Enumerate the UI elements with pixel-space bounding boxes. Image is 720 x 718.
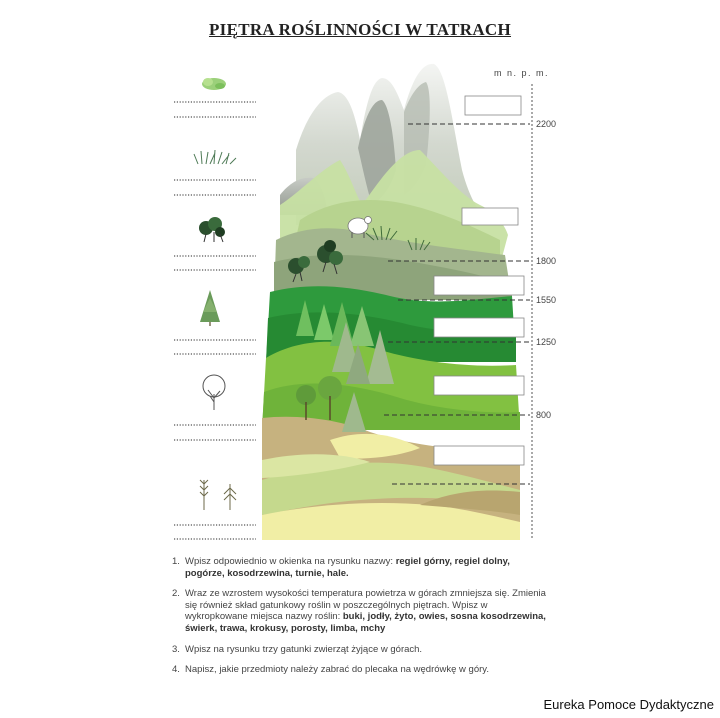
grass-icon xyxy=(194,150,236,164)
task-item xyxy=(172,556,552,579)
task-item xyxy=(172,664,552,676)
label-box-6[interactable] xyxy=(434,446,524,465)
label-box-1[interactable] xyxy=(465,96,521,115)
task-text: Wraz ze wzrostem wysokości temperatura powietrza w górach zmniejsza się. Zmienia się również skład gatunkowy roślin w poszczególnych piętrach. Wpisz w wykropkowane miejsca nazwy roślin: buki, jodły, żyto, owies, sosna kosodrzewina, świerk, trawa, krokusy, porosty, limba, mchy xyxy=(185,588,546,634)
mountain-illustration xyxy=(262,64,520,540)
task-text: Napisz, jakie przedmioty należy zabrać do plecaka na wędrówkę w góry. xyxy=(185,664,489,676)
deciduous-tree-icon xyxy=(203,375,225,410)
label-box-5[interactable] xyxy=(434,376,524,395)
label-box-4[interactable] xyxy=(434,318,524,337)
grain-icon xyxy=(200,480,236,510)
label-box-3[interactable] xyxy=(434,276,524,295)
dwarf-pine-icon xyxy=(199,217,225,242)
task-item xyxy=(172,588,552,634)
page-title: PIĘTRA ROŚLINNOŚCI W TATRACH xyxy=(208,20,512,39)
task-number: 4. xyxy=(172,664,180,676)
task-text: Wpisz na rysunku trzy gatunki zwierząt żyjące w górach. xyxy=(185,643,423,655)
altitude-label: 1800 xyxy=(536,256,557,266)
altitude-label: 800 xyxy=(536,410,552,420)
altitude-label: 1550 xyxy=(536,295,557,305)
task-number: 1. xyxy=(172,556,180,567)
publisher-footer: Eureka Pomoce Dydaktyczne xyxy=(543,697,714,712)
unit-label: m n. p. m. xyxy=(494,68,550,78)
task-number: 3. xyxy=(172,643,180,655)
spruce-icon xyxy=(200,290,220,326)
label-box-2[interactable] xyxy=(462,208,518,225)
task-list xyxy=(172,556,552,685)
task-text: Wpisz odpowiednio w okienka na rysunku nazwy: regiel górny, regiel dolny, pogórze, kosodrzewina, turnie, hale. xyxy=(185,556,510,579)
task-number: 2. xyxy=(172,588,180,600)
moss-icon xyxy=(202,78,226,90)
altitude-label: 1250 xyxy=(536,337,557,347)
task-item xyxy=(172,644,552,656)
altitude-label: 2200 xyxy=(536,119,557,129)
plant-legend xyxy=(174,78,256,539)
